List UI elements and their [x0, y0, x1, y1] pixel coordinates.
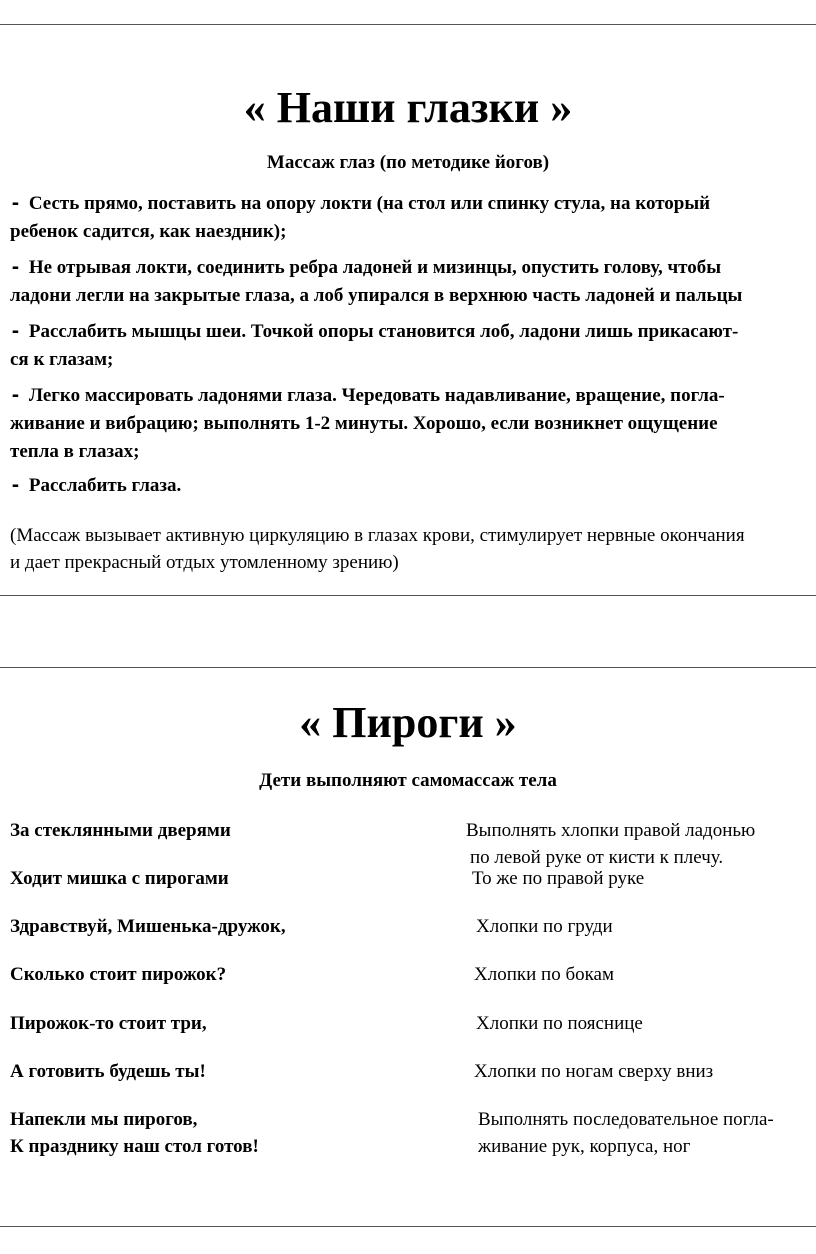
- top-divider: [0, 24, 816, 25]
- instruction-line: Не отрывая локти, соединить ребра ладоней и мизинцы, опустить голову, чтобы: [28, 257, 722, 278]
- instruction-line: ся к глазам;: [10, 349, 114, 370]
- bottom-divider: [0, 1226, 816, 1227]
- instruction-item: [10, 472, 816, 500]
- poem-line: Ходит мишка с пирогами: [10, 868, 229, 889]
- poem-line: А готовить будешь ты!: [10, 1061, 206, 1082]
- action-line: Хлопки по пояснице: [476, 1013, 643, 1034]
- poem-row: [0, 1106, 816, 1166]
- section1-subtitle: Массаж глаз (по методике йогов): [266, 152, 550, 173]
- massage-note: [10, 522, 816, 576]
- poem-line: За стеклянными дверями: [10, 820, 231, 841]
- dash-marker: -: [10, 257, 21, 278]
- section2-title: « Пироги »: [299, 698, 517, 747]
- instruction-line: Расслабить мышцы шеи. Точкой опоры становится лоб, ладони лишь прикасают-: [28, 321, 739, 342]
- section2-subtitle: Дети выполняют самомассаж тела: [259, 770, 557, 791]
- action-line: Хлопки по бокам: [474, 964, 615, 985]
- instruction-item: [10, 382, 816, 466]
- action-line: по левой руке от кисти к плечу.: [470, 847, 724, 868]
- action-line: Выполнять хлопки правой ладонью: [466, 820, 756, 841]
- poem-line: Пирожок-то стоит три,: [10, 1013, 207, 1034]
- instruction-item: [10, 190, 816, 246]
- section1-title: « Наши глазки »: [243, 83, 573, 132]
- poem-line: Напекли мы пирогов,: [10, 1109, 198, 1130]
- dash-marker: -: [10, 475, 21, 496]
- action-line: живание рук, корпуса, ног: [478, 1136, 691, 1157]
- instruction-line: тепла в глазах;: [10, 441, 140, 462]
- instruction-line: ладони легли на закрытые глаза, а лоб упирался в верхнюю часть ладоней и пальцы: [10, 285, 743, 306]
- instruction-line: ребенок садится, как наездник);: [10, 221, 287, 242]
- instruction-line: Легко массировать ладонями глаза. Чередовать надавливание, вращение, погла-: [28, 385, 725, 406]
- poem-line: Сколько стоит пирожок?: [10, 964, 227, 985]
- poem-line: К празднику наш стол готов!: [10, 1136, 259, 1157]
- instruction-line: Сесть прямо, поставить на опору локти (на стол или спинку стула, на который: [28, 193, 711, 214]
- note-line: и дает прекрасный отдых утомленному зрению): [10, 552, 399, 573]
- instruction-line: живание и вибрацию; выполнять 1-2 минуты. Хорошо, если возникнет ощущение: [10, 413, 718, 434]
- dash-marker: -: [10, 193, 21, 214]
- note-line: (Массаж вызывает активную циркуляцию в глазах крови, стимулирует нервные окончания: [10, 525, 745, 546]
- action-line: То же по правой руке: [472, 868, 645, 889]
- dash-marker: -: [10, 385, 21, 406]
- instruction-line: Расслабить глаза.: [28, 475, 182, 496]
- action-line: Хлопки по ногам сверху вниз: [474, 1061, 714, 1082]
- instruction-item: [10, 254, 816, 310]
- action-line: Хлопки по груди: [476, 916, 613, 937]
- instruction-item: [10, 318, 816, 374]
- dash-marker: -: [10, 321, 21, 342]
- action-line: Выполнять последовательное погла-: [478, 1109, 774, 1130]
- section1-bottom-divider: [0, 595, 816, 596]
- poem-line: Здравствуй, Мишенька-дружок,: [10, 916, 286, 937]
- section2-top-divider: [0, 667, 816, 668]
